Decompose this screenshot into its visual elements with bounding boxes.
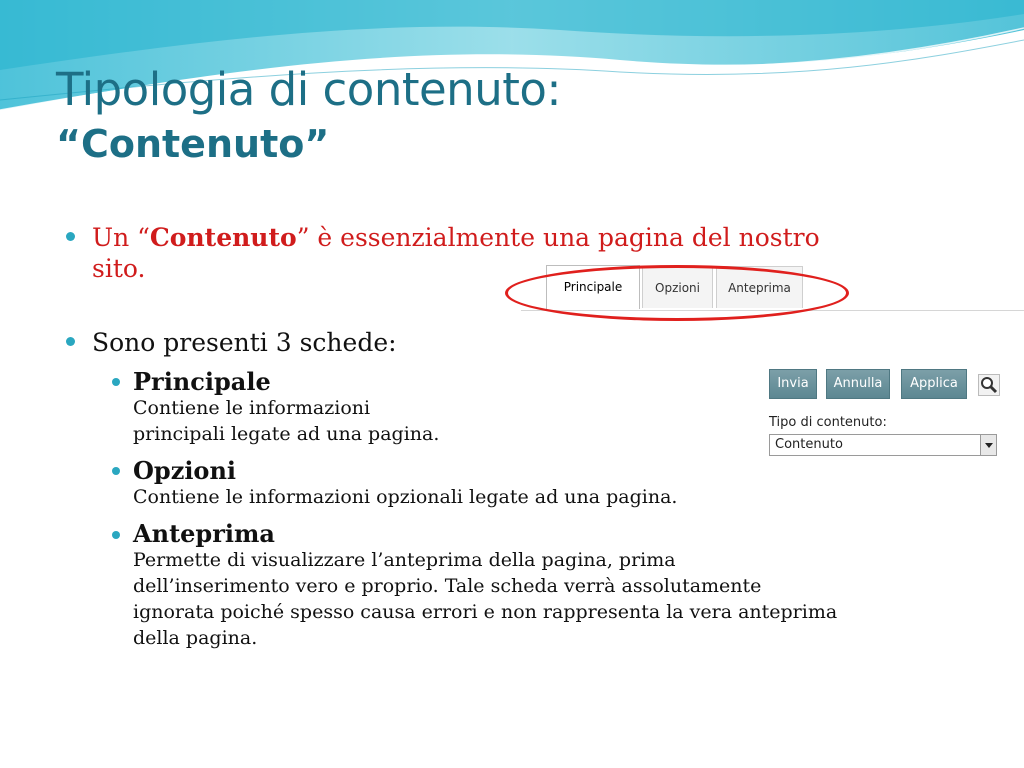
bullet-intro-prefix: Un “ <box>92 223 150 252</box>
subitem-line: ignorata poiché spesso causa errori e non rappresenta la vera anteprima <box>133 601 838 623</box>
tab-opzioni[interactable]: Opzioni <box>642 266 713 308</box>
title-line-2: “Contenuto” <box>56 122 330 166</box>
bullet-intro-bold: Contenuto <box>149 223 297 252</box>
magnifier-icon[interactable] <box>978 374 1000 396</box>
bullet-dot-icon <box>66 232 75 241</box>
invia-button[interactable]: Invia <box>769 369 817 399</box>
bullet-schede: Sono presenti 3 schede: <box>92 328 397 357</box>
tipo-contenuto-label: Tipo di contenuto: <box>769 415 887 430</box>
sub-bullet-dot-icon <box>112 378 120 386</box>
slide-title <box>56 62 561 170</box>
subitem-line: Contiene le informazioni opzionali legate ad una pagina. <box>133 486 678 508</box>
bullet-intro-suffix: ” è essenzialmente una pagina del nostro <box>296 223 820 252</box>
chevron-down-icon[interactable] <box>980 435 996 455</box>
bullet-dot-icon <box>66 337 75 346</box>
sub-bullet-dot-icon <box>112 531 120 539</box>
select-value: Contenuto <box>775 437 843 452</box>
subitem-line: dell’inserimento vero e proprio. Tale scheda verrà assolutamente <box>133 575 762 597</box>
annulla-button[interactable]: Annulla <box>826 369 890 399</box>
subitem-line: principali legate ad una pagina. <box>133 423 440 445</box>
tab-anteprima[interactable]: Anteprima <box>716 266 803 308</box>
subitem-anteprima <box>133 520 837 651</box>
subitem-heading: Principale <box>133 367 271 396</box>
applica-button[interactable]: Applica <box>901 369 967 399</box>
subitem-heading: Anteprima <box>133 519 275 548</box>
bullet-intro-line2: sito. <box>92 254 146 283</box>
title-line-1: Tipologia di contenuto: <box>56 63 562 116</box>
subitem-principale <box>133 368 439 447</box>
subitem-line: Contiene le informazioni <box>133 397 371 419</box>
subitem-line: Permette di visualizzare l’anteprima della pagina, prima <box>133 549 676 571</box>
embedded-cms-screenshot <box>521 258 1024 472</box>
subitem-heading: Opzioni <box>133 456 237 485</box>
tab-bar <box>521 258 1024 311</box>
tipo-contenuto-select[interactable] <box>769 434 997 456</box>
sub-bullet-dot-icon <box>112 467 120 475</box>
tab-principale[interactable]: Principale <box>546 265 640 309</box>
subitem-line: della pagina. <box>133 627 258 649</box>
